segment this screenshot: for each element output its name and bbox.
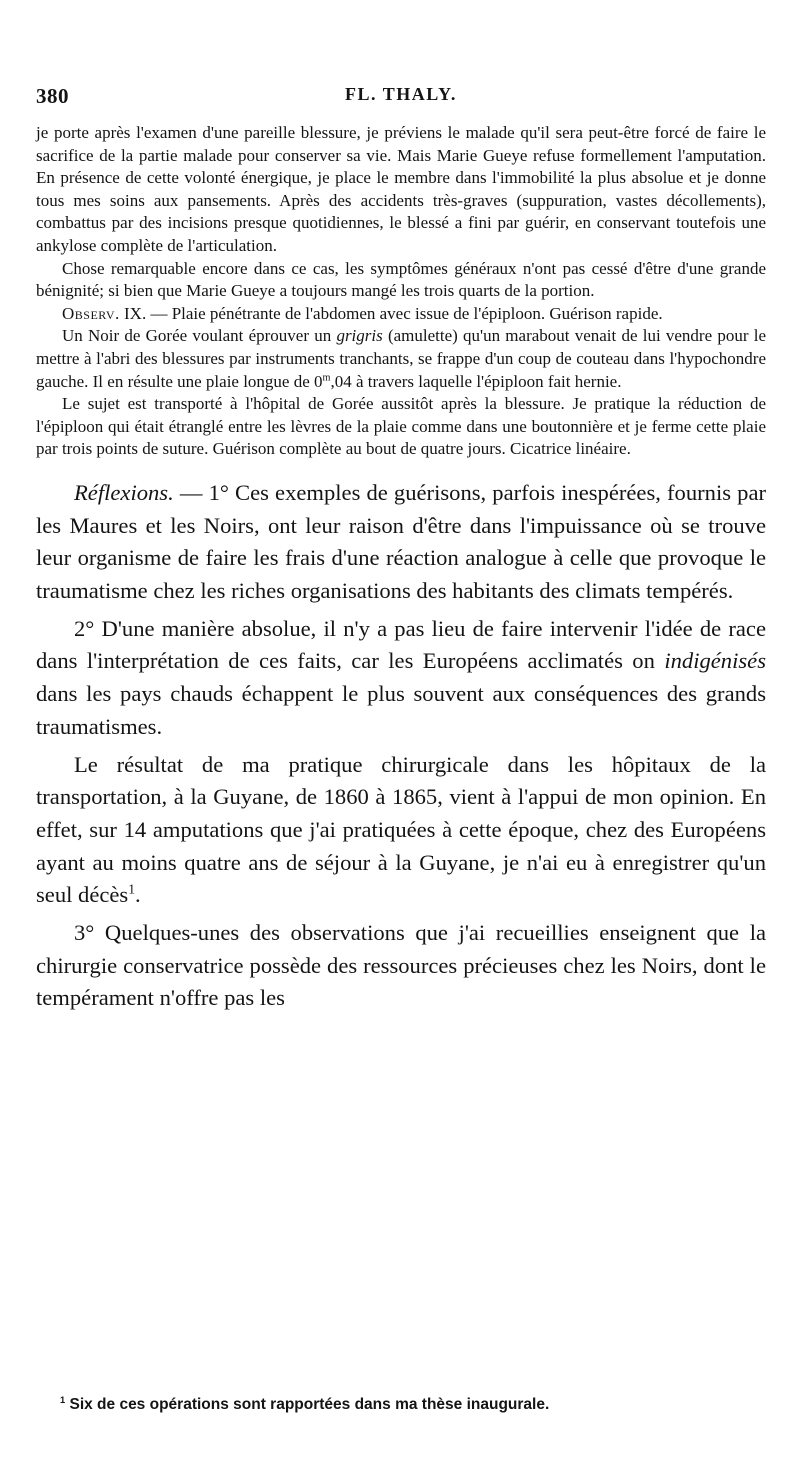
unit-meter: m	[322, 371, 331, 383]
text-run: ,04 à travers laquelle l'épiploon fait hernie.	[330, 371, 622, 391]
text-run: dans les pays chauds échappent le plus souvent aux conséquences des grands traumatismes.	[36, 681, 766, 739]
text-run: — 1° Ces exemples de guérisons, parfois inespérées, fournis par les Maures et les Noirs, ont leur raison d'être dans l'impuissance où se trouve leur organisme de faire les frais d'une réaction analogue à celle que provoque le traumatisme chez les riches organisations des habitants des climats tempérés.	[36, 479, 766, 604]
body-text	[36, 122, 766, 1015]
observation-section	[36, 122, 766, 461]
paragraph-reflections-3: 3° Quelques-unes des observations que j'ai recueillies enseignent que la chirurgie conservatrice possède des ressources précieuses chez les Noirs, dont le tempérament n'offre pas les	[36, 920, 766, 1011]
paragraph-case-continuation: je porte après l'examen d'une pareille blessure, je préviens le malade qu'il sera peut-être forcé de faire le sacrifice de la partie malade pour conserver sa vie. Mais Marie Gueye refuse formellement l'amputation. En présence de cette volonté énergique, je place le membre dans l'immobilité la plus absolue et je donne tous mes soins aux pansements. Après des accidents très-graves (suppuration, vastes décollements), combattus par des incisions presque quotidiennes, le blessé a fini par guérir, en conservant toutefois une ankylose complète de l'articulation.	[36, 123, 766, 255]
term-grigris: grigris	[336, 326, 383, 346]
reflections-section	[36, 477, 766, 1015]
text-run: Un Noir de Gorée voulant éprouver un	[62, 326, 337, 346]
paragraph-reflections-1	[36, 477, 766, 608]
paragraph-case-gorée	[36, 325, 766, 393]
term-indigenises: indigénisés	[664, 648, 766, 674]
page-header	[36, 84, 766, 114]
observation-title: IX. — Plaie pénétrante de l'abdomen avec issue de l'épiploon. Guérison rapide.	[124, 303, 663, 323]
observation-label: Observ.	[62, 303, 120, 323]
text-run: (amulette) qu'un marabout venait de lui vendre pour le mettre à l'abri des blessures par instruments tranchants, se frappe d'un coup de couteau dans l'hypochondre gauche. Il en résulte une plaie longue de 0	[36, 326, 766, 391]
paragraph-remark: Chose remarquable encore dans ce cas, les symptômes généraux n'ont pas cessé d'être d'une grande bénignité; si bien que Marie Gueye a toujours mangé les trois quarts de la portion.	[36, 258, 766, 301]
paragraph-guyane-results	[36, 749, 766, 913]
text-run: 2° D'une manière absolue, il n'y a pas lieu de faire intervenir l'idée de race dans l'interprétation de ces faits, car les Européens acclimatés on	[36, 615, 766, 674]
running-head: FL. THALY.	[345, 84, 457, 104]
paragraph-reflections-2	[36, 613, 766, 744]
footnote-reference: 1	[128, 881, 135, 897]
page-number: 380	[36, 84, 69, 108]
text-run: Le résultat de ma pratique chirurgicale dans les hôpitaux de la transportation, à la Guyane, de 1860 à 1865, vient à l'appui de mon opinion. En effet, sur 14 amputations que j'ai pratiquées à cette époque, chez des Européens ayant au moins quatre ans de séjour à la Guyane, je n'ai eu à enregistrer qu'un seul décès	[36, 751, 766, 908]
footnote	[60, 1396, 760, 1414]
footnote-text: Six de ces opérations sont rapportées dans ma thèse inaugurale.	[65, 1396, 550, 1413]
paragraph-observation-heading	[36, 303, 766, 326]
text-run: .	[135, 882, 141, 908]
paragraph-treatment: Le sujet est transporté à l'hôpital de Gorée aussitôt après la blessure. Je pratique la réduction de l'épiploon qui était étranglé entre les lèvres de la plaie comme dans une boutonnière et je ferme cette plaie par trois points de suture. Guérison complète au bout de quatre jours. Cicatrice linéaire.	[36, 394, 766, 459]
reflections-label: Réflexions.	[74, 479, 174, 505]
footnote-marker: 1	[60, 1394, 66, 1405]
